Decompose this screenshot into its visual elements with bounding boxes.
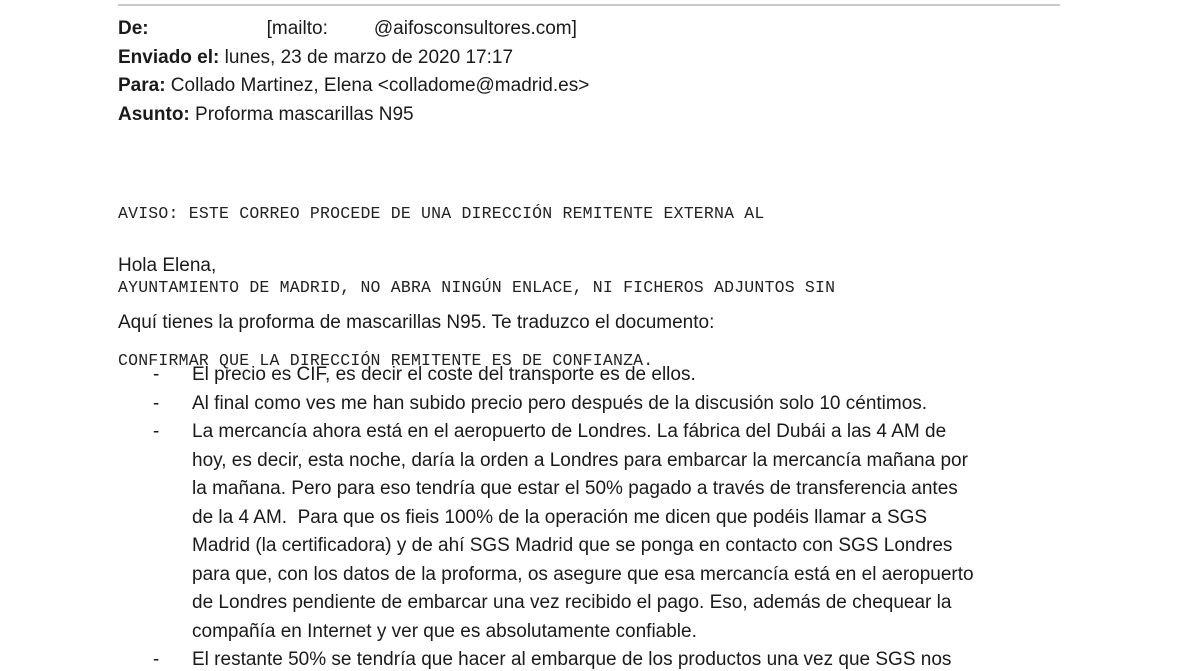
- bullet-text: [192, 390, 1200, 419]
- bullet-marker: -: [153, 649, 160, 670]
- bullet-line: El precio es CIF, es decir el coste del transporte es de ellos.: [192, 364, 696, 385]
- sent-row: [118, 44, 589, 73]
- bullet-item-price: [0, 361, 1200, 390]
- from-label: De:: [118, 18, 149, 39]
- bullet-line: Al final como ves me han subido precio pero después de la discusión solo 10 céntimos.: [192, 392, 928, 414]
- from-domain: @aifosconsultores.com]: [373, 18, 577, 39]
- bullet-text: [192, 646, 1200, 671]
- bullet-line: de Londres pendiente de embarcar una vez recibido el pago. Eso, además de chequear la: [192, 592, 952, 613]
- bullet-marker: -: [153, 392, 160, 414]
- bullet-line: para que, con los datos de la proforma, os asegure que esa mercancía está en el aeropuerto: [192, 563, 974, 585]
- warning-line: AVISO: ESTE CORREO PROCEDE DE UNA DIRECCIÓN REMITENTE EXTERNA AL: [118, 204, 765, 223]
- bullet-line: hoy, es decir, esta noche, daría la orden a Londres para embarcar la mercancía mañana por: [192, 449, 968, 471]
- warning-line: CONFIRMAR QUE LA DIRECCIÓN REMITENTE ES DE CONFIANZA.: [118, 351, 654, 370]
- email-header: [118, 15, 589, 129]
- subject-label: Asunto:: [118, 103, 190, 125]
- from-mailto: [mailto:: [266, 18, 328, 39]
- bullet-item-price-increase: [0, 390, 1200, 419]
- bullet-line: la mañana. Pero para eso tendría que estar el 50% pagado a través de transferencia antes: [192, 478, 958, 499]
- sent-label: Enviado el:: [118, 46, 220, 68]
- bullet-item-remaining-payment: [0, 646, 1200, 671]
- bullet-text: [192, 418, 1200, 646]
- bullet-marker: -: [153, 364, 160, 385]
- bullet-text: [192, 361, 1200, 390]
- to-label: Para:: [118, 75, 166, 96]
- bullet-item-shipment: [0, 418, 1200, 646]
- warning-line: AYUNTAMIENTO DE MADRID, NO ABRA NINGÚN ENLACE, NI FICHEROS ADJUNTOS SIN: [118, 277, 836, 297]
- bullet-line: Madrid (la certificadora) y de ahí SGS Madrid que se ponga en contacto con SGS Londres: [192, 535, 953, 556]
- subject-value: Proforma mascarillas N95: [189, 103, 414, 125]
- bullet-line: La mercancía ahora está en el aeropuerto de Londres. La fábrica del Dubái a las 4 AM de: [192, 421, 947, 442]
- intro-paragraph: Aquí tienes la proforma de mascarillas N95. Te traduzco el documento:: [118, 312, 715, 333]
- subject-row: [118, 101, 589, 130]
- bullet-line: compañía en Internet y ver que es absolutamente confiable.: [192, 620, 697, 642]
- bullet-line: El restante 50% se tendría que hacer al embarque de los productos una vez que SGS nos: [192, 649, 952, 670]
- to-value: Collado Martinez, Elena <colladome@madrid.es>: [165, 75, 590, 96]
- to-row: [118, 72, 589, 101]
- bullet-marker: -: [153, 421, 160, 442]
- sent-value: lunes, 23 de marzo de 2020 17:17: [219, 46, 514, 68]
- translation-bullet-list: [0, 361, 1200, 671]
- greeting: Hola Elena,: [118, 255, 217, 276]
- bullet-line: de la 4 AM. Para que os fieis 100% de la operación me dicen que podéis llamar a SGS: [192, 506, 928, 528]
- header-divider: [118, 4, 1060, 6]
- from-row: [118, 15, 589, 44]
